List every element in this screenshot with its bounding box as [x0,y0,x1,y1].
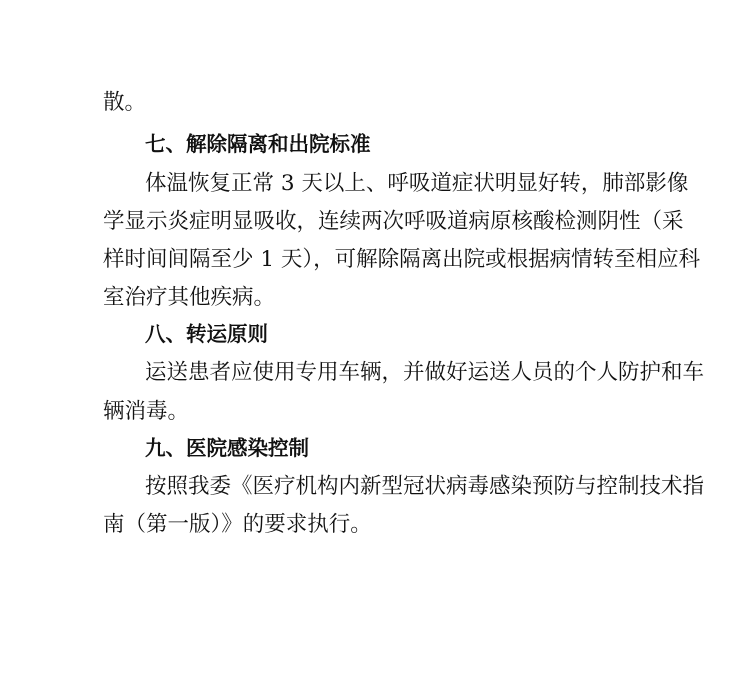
paragraph-line: 按照我委《医疗机构内新型冠状病毒感染预防与控制技术指 [145,474,705,499]
paragraph-line: 学显示炎症明显吸收，连续两次呼吸道病原核酸检测阴性（采 [103,209,684,234]
paragraph-line: 南（第一版）》的要求执行。 [103,512,372,537]
section-heading-7: 七、解除隔离和出院标准 [145,132,371,156]
paragraph-line: 室治疗其他疾病。 [103,285,276,310]
paragraph-line: 散。 [103,90,147,115]
paragraph-line: 体温恢复正常 3 天以上、呼吸道症状明显好转，肺部影像 [145,171,689,196]
paragraph-line: 样时间间隔至少 1 天），可解除隔离出院或根据病情转至相应科 [103,247,701,272]
section-heading-9: 九、医院感染控制 [145,436,309,460]
paragraph-line: 运送患者应使用专用车辆，并做好运送人员的个人防护和车 [145,360,705,385]
section-heading-8: 八、转运原则 [145,322,268,346]
paragraph-line: 辆消毒。 [103,399,190,424]
